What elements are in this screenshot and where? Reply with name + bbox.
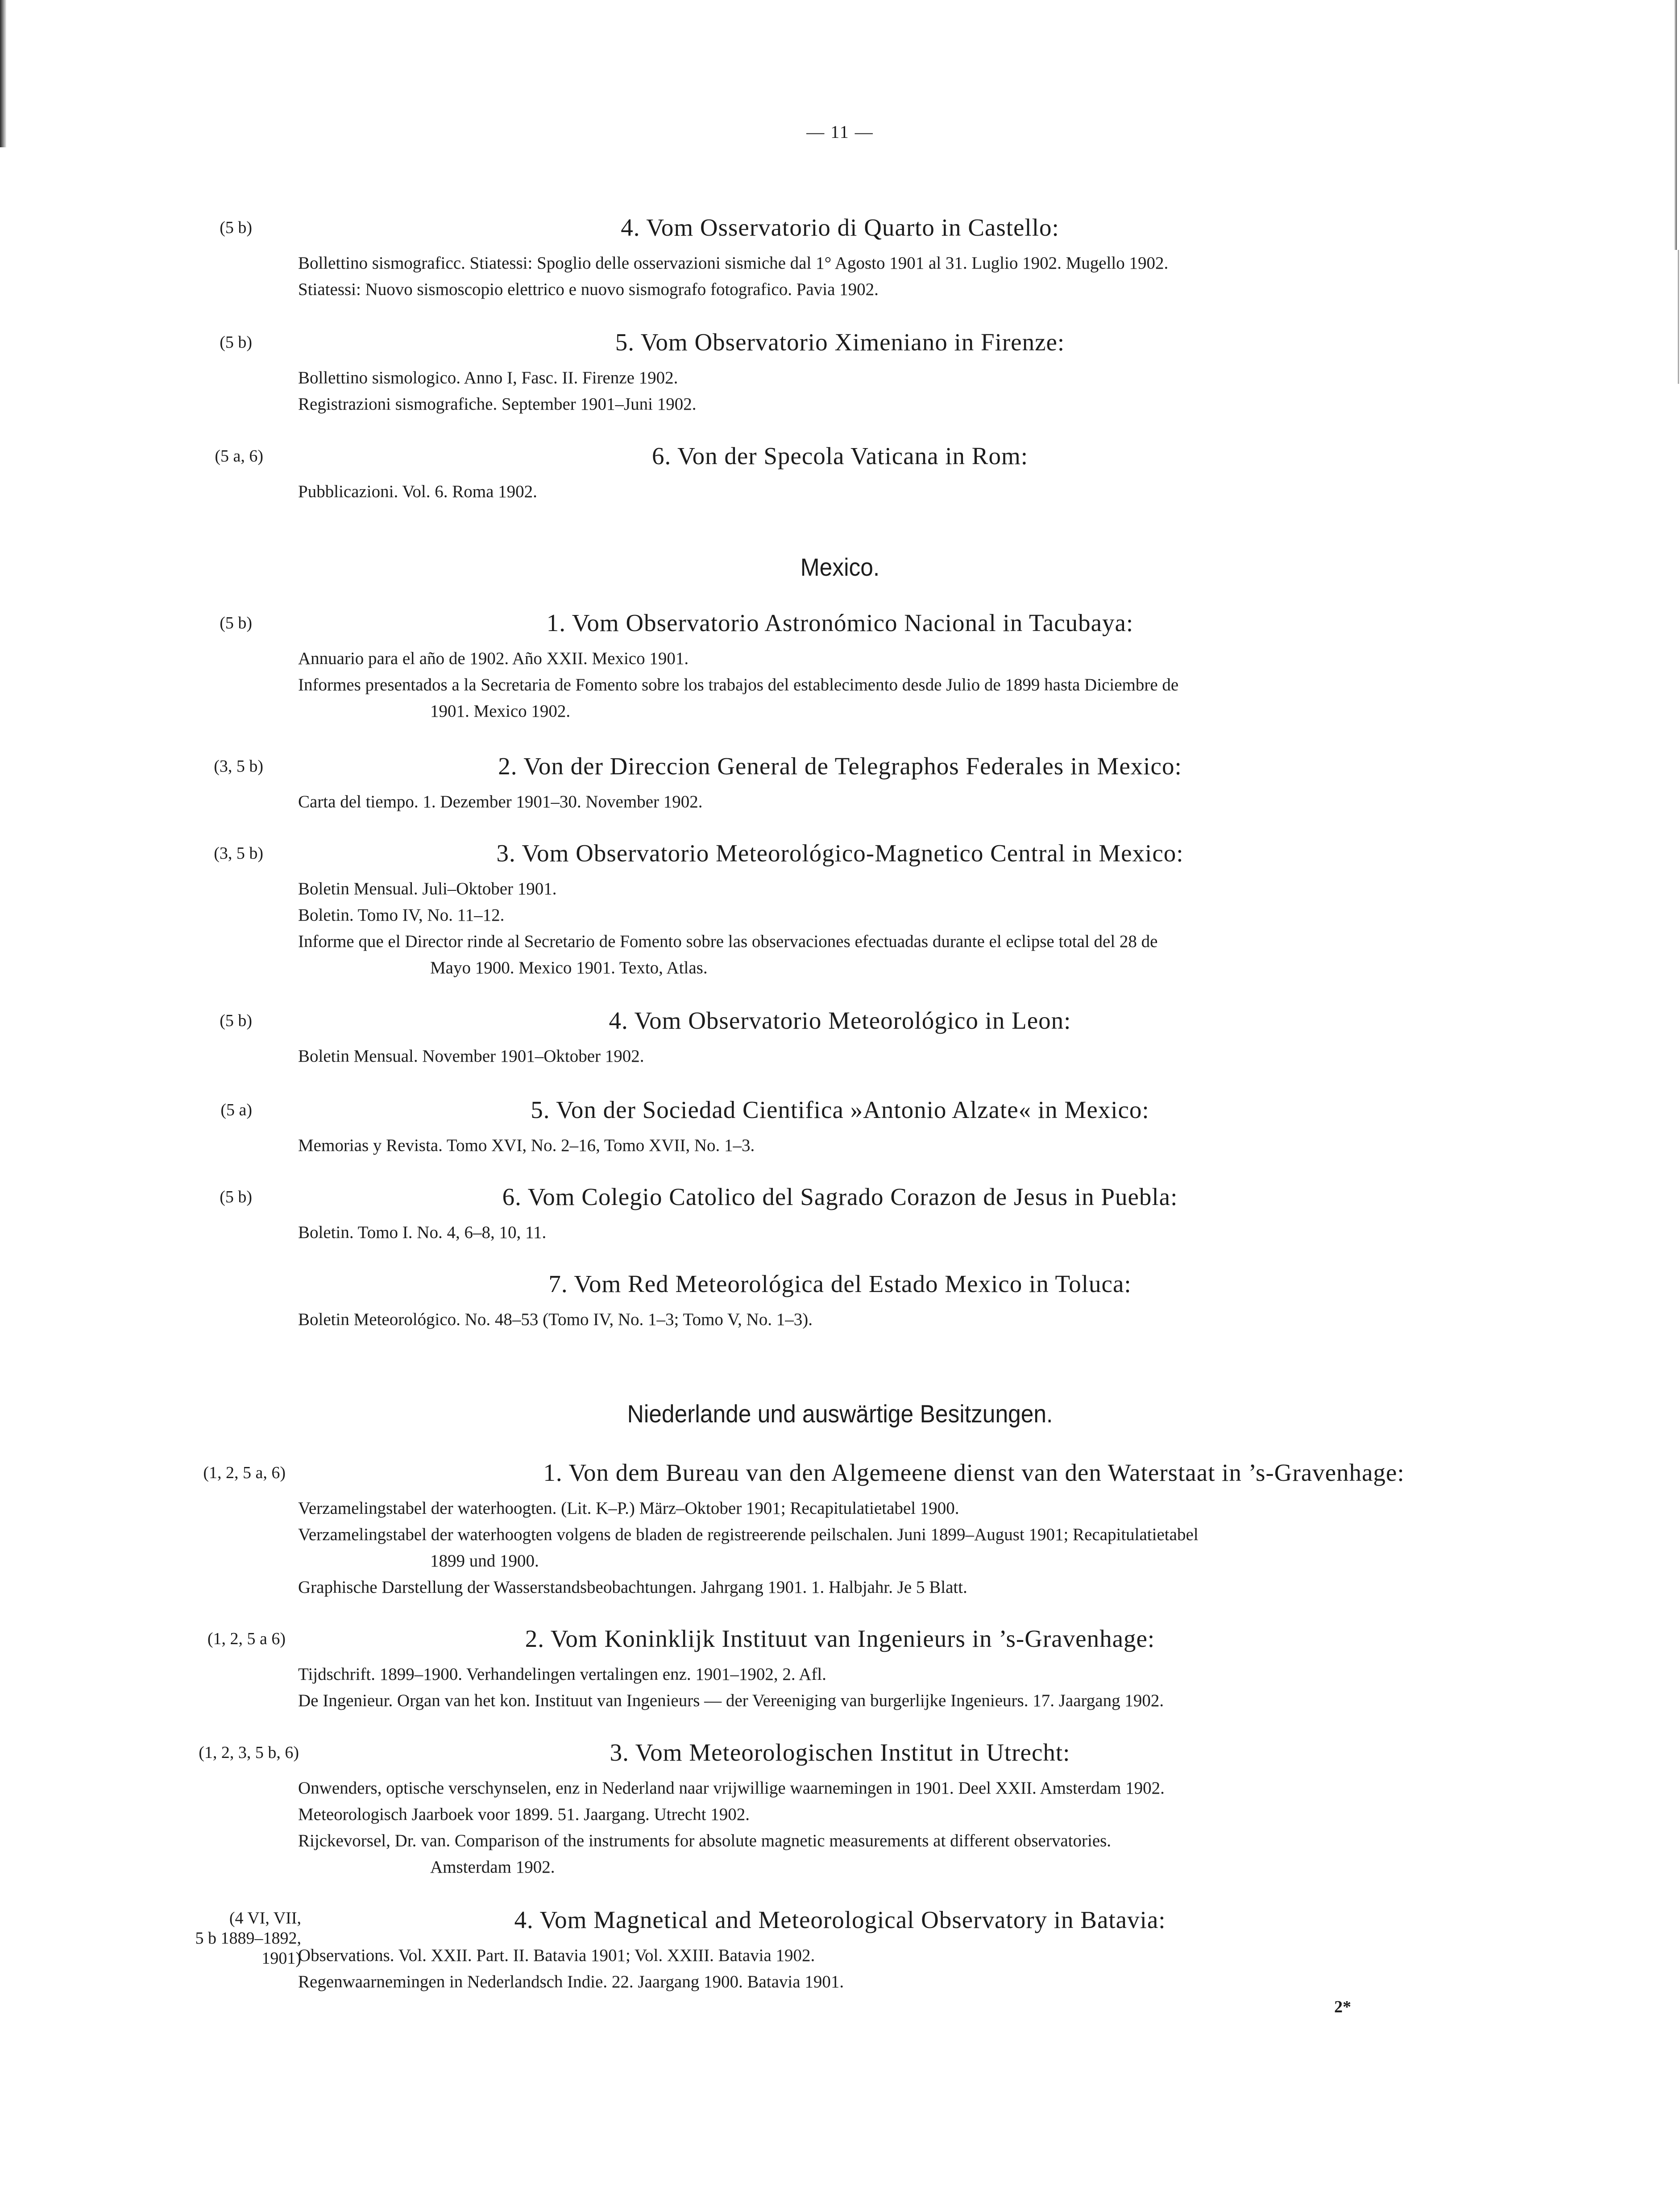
entry-line-continuation: 1899 und 1900.: [430, 1551, 539, 1571]
entry-reference: (1, 2, 5 a 6): [207, 1629, 286, 1648]
entry-line: Verzamelingstabel der waterhoogten. (Lit. K–P.) März–Oktober 1901; Recapitulatietabel 1900.: [298, 1499, 959, 1518]
entry-title: 4. Vom Observatorio Meteorológico in Leon:: [609, 1007, 1071, 1034]
entry-line: Informe que el Director rinde al Secretario de Fomento sobre las observaciones efectuadas durante el eclipse total del 28 de: [298, 932, 1158, 951]
entry-title: 3. Vom Observatorio Meteorológico-Magnetico Central in Mexico:: [496, 839, 1184, 867]
entry-title: 4. Vom Osservatorio di Quarto in Castello:: [621, 214, 1059, 241]
section-heading-niederlande: Niederlande und auswärtige Besitzungen.: [627, 1400, 1053, 1428]
entry-title: 1. Vom Observatorio Astronómico Nacional in Tacubaya:: [546, 609, 1134, 636]
entry-reference: (5 b): [220, 1011, 252, 1030]
entry-line: Boletin. Tomo I. No. 4, 6–8, 10, 11.: [298, 1223, 547, 1242]
entry-title: 1. Von dem Bureau van den Algemeene dienst van den Waterstaat in ’s-Gravenhage:: [543, 1459, 1405, 1486]
entry-line: Carta del tiempo. 1. Dezember 1901–30. November 1902.: [298, 792, 703, 811]
entry-line: De Ingenieur. Organ van het kon. Instituut van Ingenieurs — der Vereeniging van burgerlijke Ingenieurs. 17. Jaargang 1902.: [298, 1691, 1164, 1710]
entry-line: Meteorologisch Jaarboek voor 1899. 51. Jaargang. Utrecht 1902.: [298, 1805, 750, 1824]
entry-line: Tijdschrift. 1899–1900. Verhandelingen vertalingen enz. 1901–1902, 2. Afl.: [298, 1665, 826, 1684]
entry-line-continuation: Amsterdam 1902.: [430, 1857, 555, 1877]
entry-reference: (5 b): [220, 218, 252, 237]
entry-line: Boletin Meteorológico. No. 48–53 (Tomo IV, No. 1–3; Tomo V, No. 1–3).: [298, 1310, 813, 1329]
entry-reference: (5 b): [220, 1188, 252, 1206]
scan-edge-right-lower: [1678, 250, 1679, 384]
entry-title: 5. Vom Observatorio Ximeniano in Firenze:: [615, 328, 1065, 356]
entry-line: Stiatessi: Nuovo sismoscopio elettrico e nuovo sismografo fotografico. Pavia 1902.: [298, 280, 879, 299]
entry-line: Boletin. Tomo IV, No. 11–12.: [298, 906, 505, 925]
entry-line: Registrazioni sismografiche. September 1901–Juni 1902.: [298, 395, 697, 414]
entry-line: Informes presentados a la Secretaria de Fomento sobre los trabajos del establecimento desde Julio de 1899 hasta Diciembre de: [298, 675, 1179, 694]
entry-title: 3. Vom Meteorologischen Institut in Utrecht:: [610, 1739, 1070, 1766]
signature-mark: 2*: [1334, 1998, 1351, 2016]
entry-line: Memorias y Revista. Tomo XVI, No. 2–16, Tomo XVII, No. 1–3.: [298, 1136, 755, 1155]
entry-line-continuation: 1901. Mexico 1902.: [430, 702, 571, 721]
entry-line: Observations. Vol. XXII. Part. II. Batavia 1901; Vol. XXIII. Batavia 1902.: [298, 1946, 815, 1965]
entry-line-continuation: Mayo 1900. Mexico 1901. Texto, Atlas.: [430, 958, 708, 977]
entry-line: Graphische Darstellung der Wasserstandsbeobachtungen. Jahrgang 1901. 1. Halbjahr. Je 5 Blatt.: [298, 1578, 967, 1597]
entry-reference: (5 a, 6): [215, 447, 263, 465]
entry-line: Verzamelingstabel der waterhoogten volgens de bladen de registreerende peilschalen. Juni 1899–August 1901; Recapitulatietabel: [298, 1525, 1199, 1544]
entry-line: Pubblicazioni. Vol. 6. Roma 1902.: [298, 482, 537, 501]
entry-line: Boletin Mensual. November 1901–Oktober 1902.: [298, 1047, 644, 1066]
entry-title: 5. Von der Sociedad Cientifica »Antonio Alzate« in Mexico:: [531, 1096, 1149, 1123]
page-number: — 11 —: [806, 122, 874, 142]
entry-title: 4. Vom Magnetical and Meteorological Observatory in Batavia:: [514, 1906, 1166, 1933]
entry-line: Boletin Mensual. Juli–Oktober 1901.: [298, 879, 557, 898]
entry-title: 6. Von der Specola Vaticana in Rom:: [651, 442, 1029, 470]
entry-title: 6. Vom Colegio Catolico del Sagrado Corazon de Jesus in Puebla:: [502, 1183, 1178, 1210]
entry-title: 2. Vom Koninklijk Instituut van Ingenieurs in ’s-Gravenhage:: [525, 1625, 1155, 1652]
entry-reference: (3, 5 b): [214, 757, 263, 776]
entry-line: Annuario para el año de 1902. Año XXII. Mexico 1901.: [298, 649, 689, 668]
entry-reference: (1, 2, 5 a, 6): [203, 1463, 286, 1482]
entry-reference: (3, 5 b): [214, 844, 263, 863]
entry-reference: (1, 2, 3, 5 b, 6): [199, 1743, 299, 1762]
entry-line: Onwenders, optische verschynselen, enz in Nederland naar vrijwillige waarnemingen in 1901. Deel XXII. Amsterdam 1902.: [298, 1778, 1165, 1798]
entry-reference: (5 a): [220, 1101, 252, 1119]
entry-line: Bollettino sismologico. Anno I, Fasc. II. Firenze 1902.: [298, 368, 678, 387]
entry-line: Bollettino sismograficc. Stiatessi: Spoglio delle osservazioni sismiche dal 1° Agosto 1901 al 31. Luglio 1902. Mugello 1902.: [298, 253, 1169, 273]
entry-reference: (5 b): [220, 333, 252, 352]
entry-line: Rijckevorsel, Dr. van. Comparison of the instruments for absolute magnetic measurements at different observatories.: [298, 1831, 1112, 1850]
entry-title: 7. Vom Red Meteorológica del Estado Mexico in Toluca:: [548, 1270, 1132, 1297]
entry-reference: (4 VI, VII, 5 b 1889–1892, 1901): [195, 1909, 301, 1968]
section-heading-mexico: Mexico.: [800, 553, 880, 581]
entry-title: 2. Von der Direccion General de Telegraphos Federales in Mexico:: [498, 752, 1182, 780]
entry-line: Regenwaarnemingen in Nederlandsch Indie. 22. Jaargang 1900. Batavia 1901.: [298, 1972, 844, 1991]
entry-reference: (5 b): [220, 614, 252, 632]
